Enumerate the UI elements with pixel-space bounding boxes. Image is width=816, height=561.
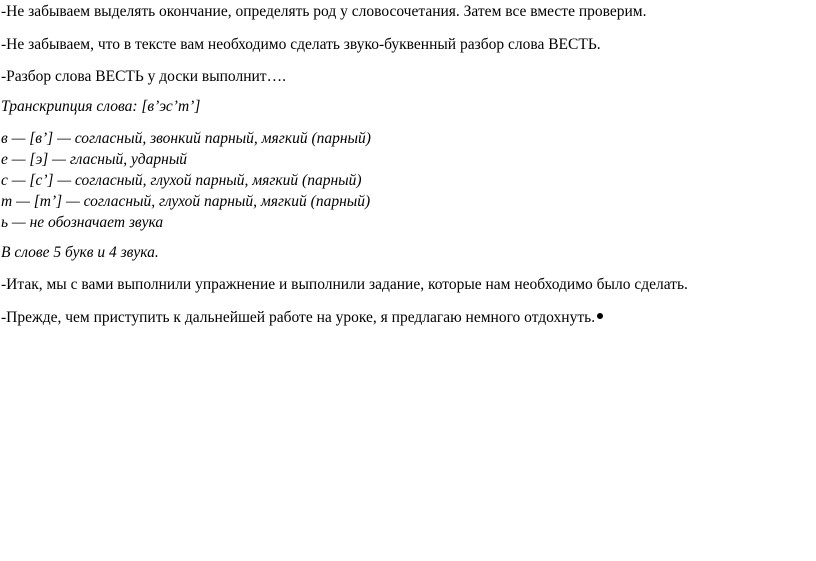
paragraph-rest-text: -Прежде, чем приступить к дальнейшей работе на уроке, я предлагаю немного отдохнуть. — [1, 309, 596, 326]
summary-line: В слове 5 букв и 4 звука. — [1, 244, 159, 261]
analysis-line-e: е — [э] — гласный, ударный — [1, 151, 188, 168]
paragraph-check-together: -Не забываем выделять окончание, определять род у словосочетания. Затем все вместе проверим. — [1, 3, 647, 20]
paragraph-exercise-done: -Итак, мы с вами выполнили упражнение и выполнили задание, которые нам необходимо было сделать. — [1, 276, 688, 293]
analysis-line-soft-sign: ь — не обозначает звука — [1, 214, 164, 231]
analysis-line-s: с — [с’] — согласный, глухой парный, мягкий (парный) — [1, 172, 362, 189]
analysis-line-t: т — [т’] — согласный, глухой парный, мягкий (парный) — [1, 193, 371, 210]
analysis-line-v: в — [в’] — согласный, звонкий парный, мягкий (парный) — [1, 130, 371, 147]
paragraph-rest — [1, 308, 603, 328]
paragraph-sound-letter-task: -Не забываем, что в тексте вам необходимо сделать звуко-буквенный разбор слова ВЕСТЬ. — [1, 36, 601, 53]
paragraph-board-analysis: -Разбор слова ВЕСТЬ у доски выполнит…. — [1, 68, 286, 85]
bullet-icon — [597, 313, 603, 319]
transcription-line: Транскрипция слова: [в’эс’т’] — [1, 98, 201, 115]
